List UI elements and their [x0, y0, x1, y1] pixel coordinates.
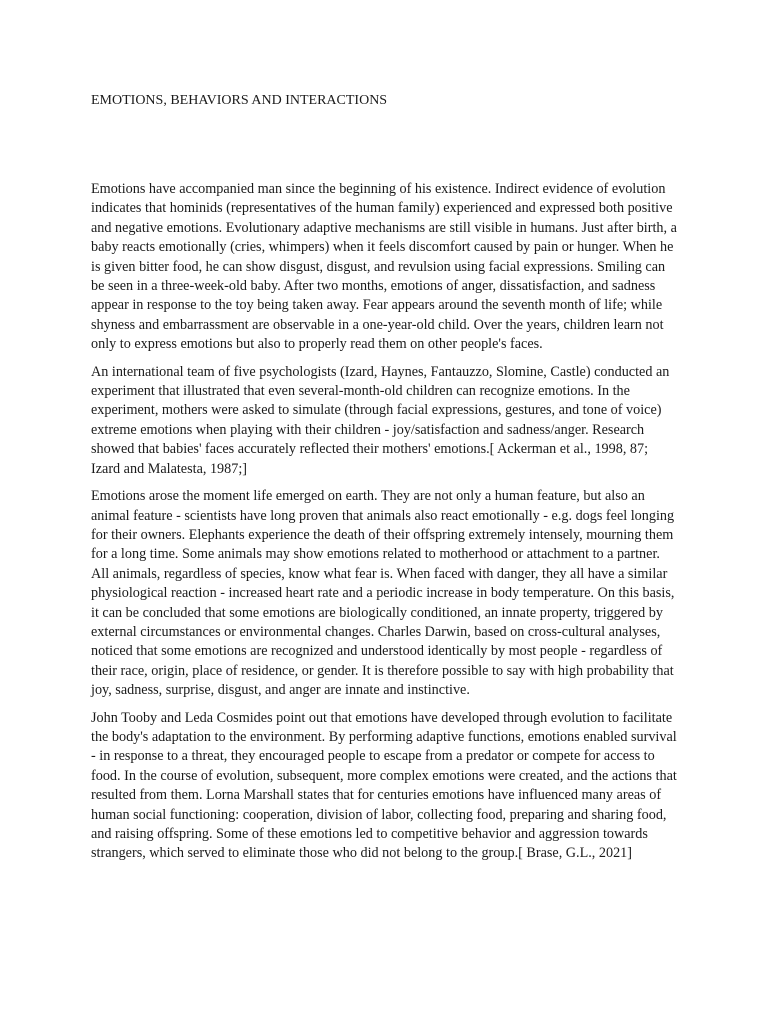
document-title: EMOTIONS, BEHAVIORS AND INTERACTIONS — [91, 93, 388, 108]
paragraph: Emotions have accompanied man since the beginning of his existence. Indirect evidence of evolution indicates that hominids (representatives of the human family) experienced and expressed both positive and negative emotions. Evolutionary adaptive mechanisms are still visible in humans. Just after birth, a baby reacts emotionally (cries, whimpers) when it feels discomfort caused by pain or hunger. When he is given bitter food, he can show disgust, disgust, and revulsion using facial expressions. Smiling can be seen in a three-week-old baby. After two months, emotions of anger, dissatisfaction, and sadness appear in response to the toy being taken away. Fear appears around the seventh month of life; while shyness and embarrassment are observable in a one-year-old child. Over the years, children learn not only to express emotions but also to properly read them on other people's faces. — [91, 181, 677, 353]
paragraph: An international team of five psychologists (Izard, Haynes, Fantauzzo, Slomine, Castle) conducted an experiment that illustrated that even several-month-old children can recognize emotions. In the experiment, mothers were asked to simulate (through facial expressions, gestures, and tone of voice) extreme emotions when playing with their children - joy/satisfaction and sadness/anger. Research showed that babies' faces accurately reflected their mothers' emotions.[ Ackerman et al., 1998, 87; Izard and Malatesta, 1987;] — [91, 363, 670, 477]
paragraph: Emotions arose the moment life emerged on earth. They are not only a human feature, but also an animal feature - scientists have long proven that animals also react emotionally - e.g. dogs feel longing for their owners. Elephants experience the death of their offspring extremely intensely, mourning them for a long time. Some animals may show emotions related to motherhood or attachment to a partner. All animals, regardless of species, know what fear is. When faced with danger, they all have a similar physiological reaction - increased heart rate and a periodic increase in body temperature. On this basis, it can be concluded that some emotions are biologically conditioned, an innate property, triggered by external circumstances or environmental changes. Charles Darwin, based on cross-cultural analyses, noticed that some emotions are recognized and understood identically by most people - regardless of their race, origin, place of residence, or gender. It is therefore possible to say with high probability that joy, sadness, surprise, disgust, and anger are innate and instinctive. — [91, 488, 675, 699]
document-body — [91, 180, 679, 872]
paragraph: John Tooby and Leda Cosmides point out that emotions have developed through evolution to facilitate the body's adaptation to the environment. By performing adaptive functions, emotions enabled survival - in response to a threat, they encouraged people to escape from a predator or compete for access to food. In the course of evolution, subsequent, more complex emotions were created, and the actions that resulted from them. Lorna Marshall states that for centuries emotions have influenced many areas of human social functioning: cooperation, division of labor, collecting food, preparing and sharing food, and raising offspring. Some of these emotions led to competitive behavior and aggression towards strangers, which served to eliminate those who did not belong to the group.[ Brase, G.L., 2021] — [91, 709, 677, 862]
